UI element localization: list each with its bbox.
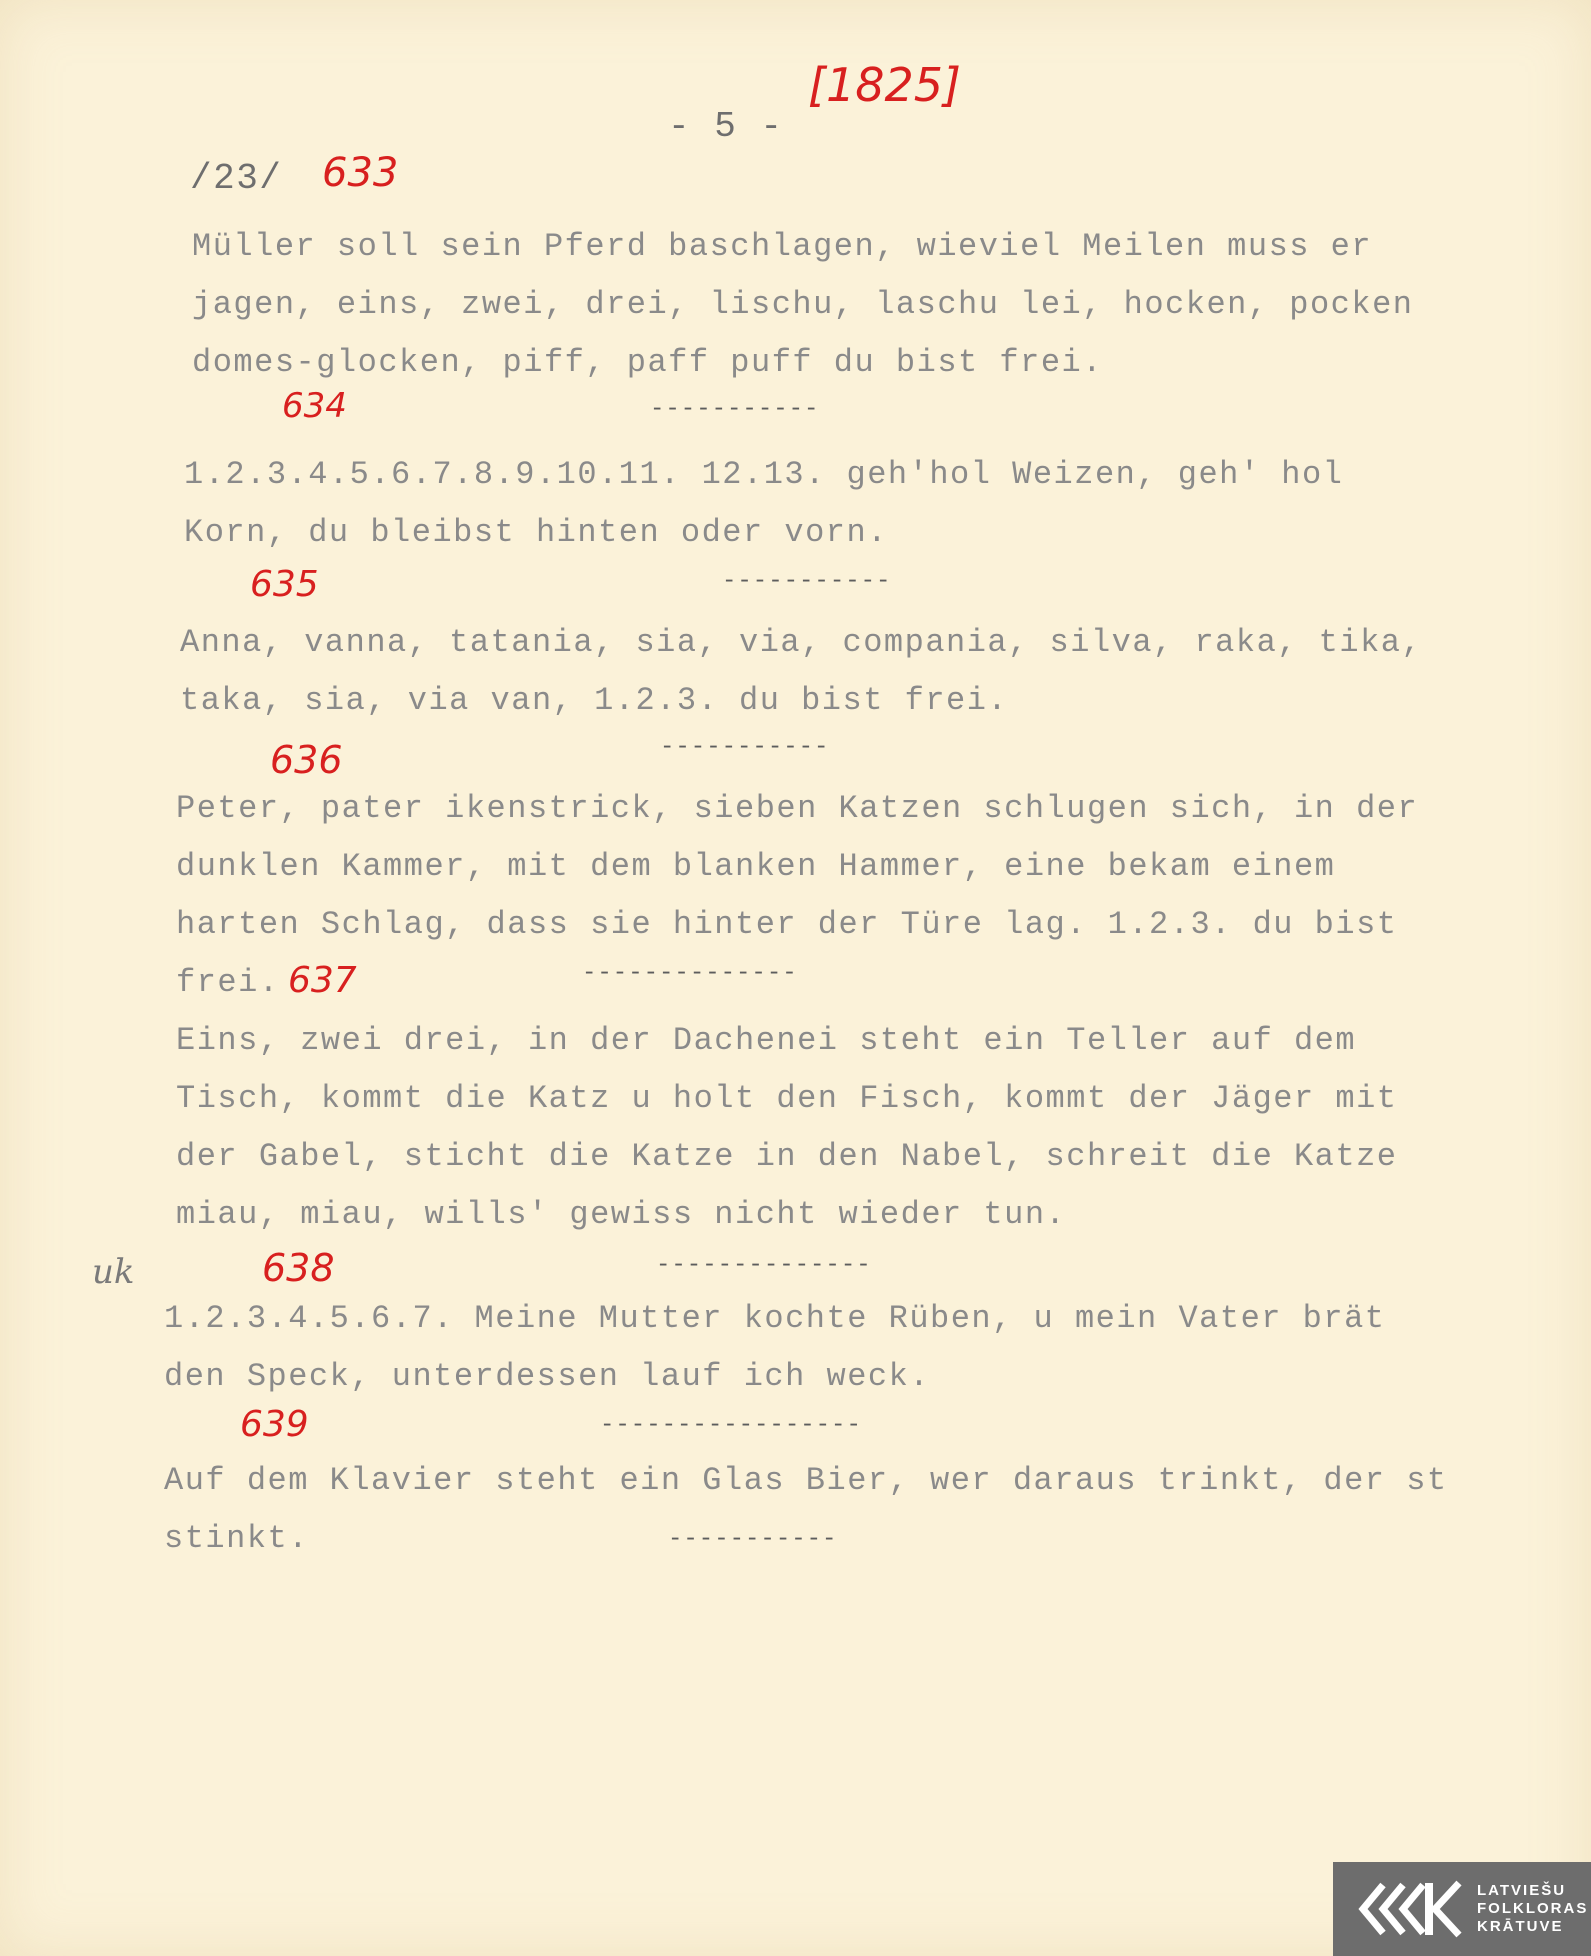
entry-text [180, 614, 1422, 730]
separator: -------------- [656, 1252, 872, 1279]
text-line: den Speck, unterdessen lauf ich weck. [164, 1358, 931, 1395]
text-line: 1.2.3.4.5.6.7.8.9.10.11. 12.13. geh'hol Weizen, geh' hol [184, 456, 1344, 493]
text-line: Peter, pater ikenstrick, sieben Katzen schlugen sich, in der [176, 790, 1419, 827]
logo-text [1477, 1882, 1588, 1936]
separator: ----------------- [600, 1412, 862, 1439]
text-line: taka, sia, via van, 1.2.3. du bist frei. [180, 682, 1009, 719]
text-line: stinkt. [164, 1520, 309, 1557]
archive-number: [1825] [808, 58, 961, 112]
margin-note: uk [92, 1252, 135, 1292]
logo-line: KRĀTUVE [1477, 1918, 1564, 1935]
separator: ----------- [668, 1526, 838, 1553]
logo-line: LATVIEŠU [1477, 1882, 1567, 1899]
entry-text [164, 1290, 1385, 1406]
text-line: der Gabel, sticht die Katze in den Nabel, schreit die Katze [176, 1138, 1398, 1175]
text-line: harten Schlag, dass sie hinter der Türe lag. 1.2.3. du bist [176, 906, 1398, 943]
text-line: Anna, vanna, tatania, sia, via, compania, silva, raka, tika, [180, 624, 1423, 661]
text-line: jagen, eins, zwei, drei, lischu, laschu lei, hocken, pocken [192, 286, 1414, 323]
text-line: dunklen Kammer, mit dem blanken Hammer, eine bekam einem [176, 848, 1336, 885]
entry-number: 639 [240, 1404, 309, 1445]
text-line: Müller soll sein Pferd baschlagen, wieviel Meilen muss er [192, 228, 1373, 265]
text-line: Korn, du bleibst hinten oder vorn. [184, 514, 888, 551]
entry-number: 638 [262, 1246, 335, 1290]
text-line: 1.2.3.4.5.6.7. Meine Mutter kochte Rüben, u mein Vater brät [164, 1300, 1386, 1337]
separator: ----------- [660, 734, 830, 761]
separator: ----------- [650, 396, 820, 423]
text-line: Auf dem Klavier steht ein Glas Bier, wer daraus trinkt, der st [164, 1462, 1448, 1499]
entry-text [184, 446, 1343, 562]
entry-number: 634 [282, 386, 347, 426]
entry-text [192, 218, 1413, 392]
entry-number: 636 [270, 738, 343, 782]
entry-number: 637 [288, 960, 357, 1001]
text-line: Eins, zwei drei, in der Dachenei steht ein Teller auf dem [176, 1022, 1357, 1059]
text-line: domes-glocken, piff, paff puff du bist frei. [192, 344, 1103, 381]
separator: ----------- [722, 568, 892, 595]
logo-line: FOLKLORAS [1477, 1900, 1589, 1917]
text-line: miau, miau, wills' gewiss nicht wieder tun. [176, 1196, 1067, 1233]
text-line: Tisch, kommt die Katz u holt den Fisch, kommt der Jäger mit [176, 1080, 1398, 1117]
separator: -------------- [582, 960, 798, 987]
archive-logo [1333, 1862, 1591, 1956]
entry-number: 635 [250, 564, 319, 605]
lfk-logo-icon [1355, 1879, 1465, 1939]
entry-number: 633 [322, 150, 399, 196]
text-line: frei. [176, 964, 280, 1001]
page-number: - 5 - [668, 106, 784, 147]
collection-ref: /23/ [190, 158, 283, 199]
entry-text [176, 1012, 1397, 1244]
